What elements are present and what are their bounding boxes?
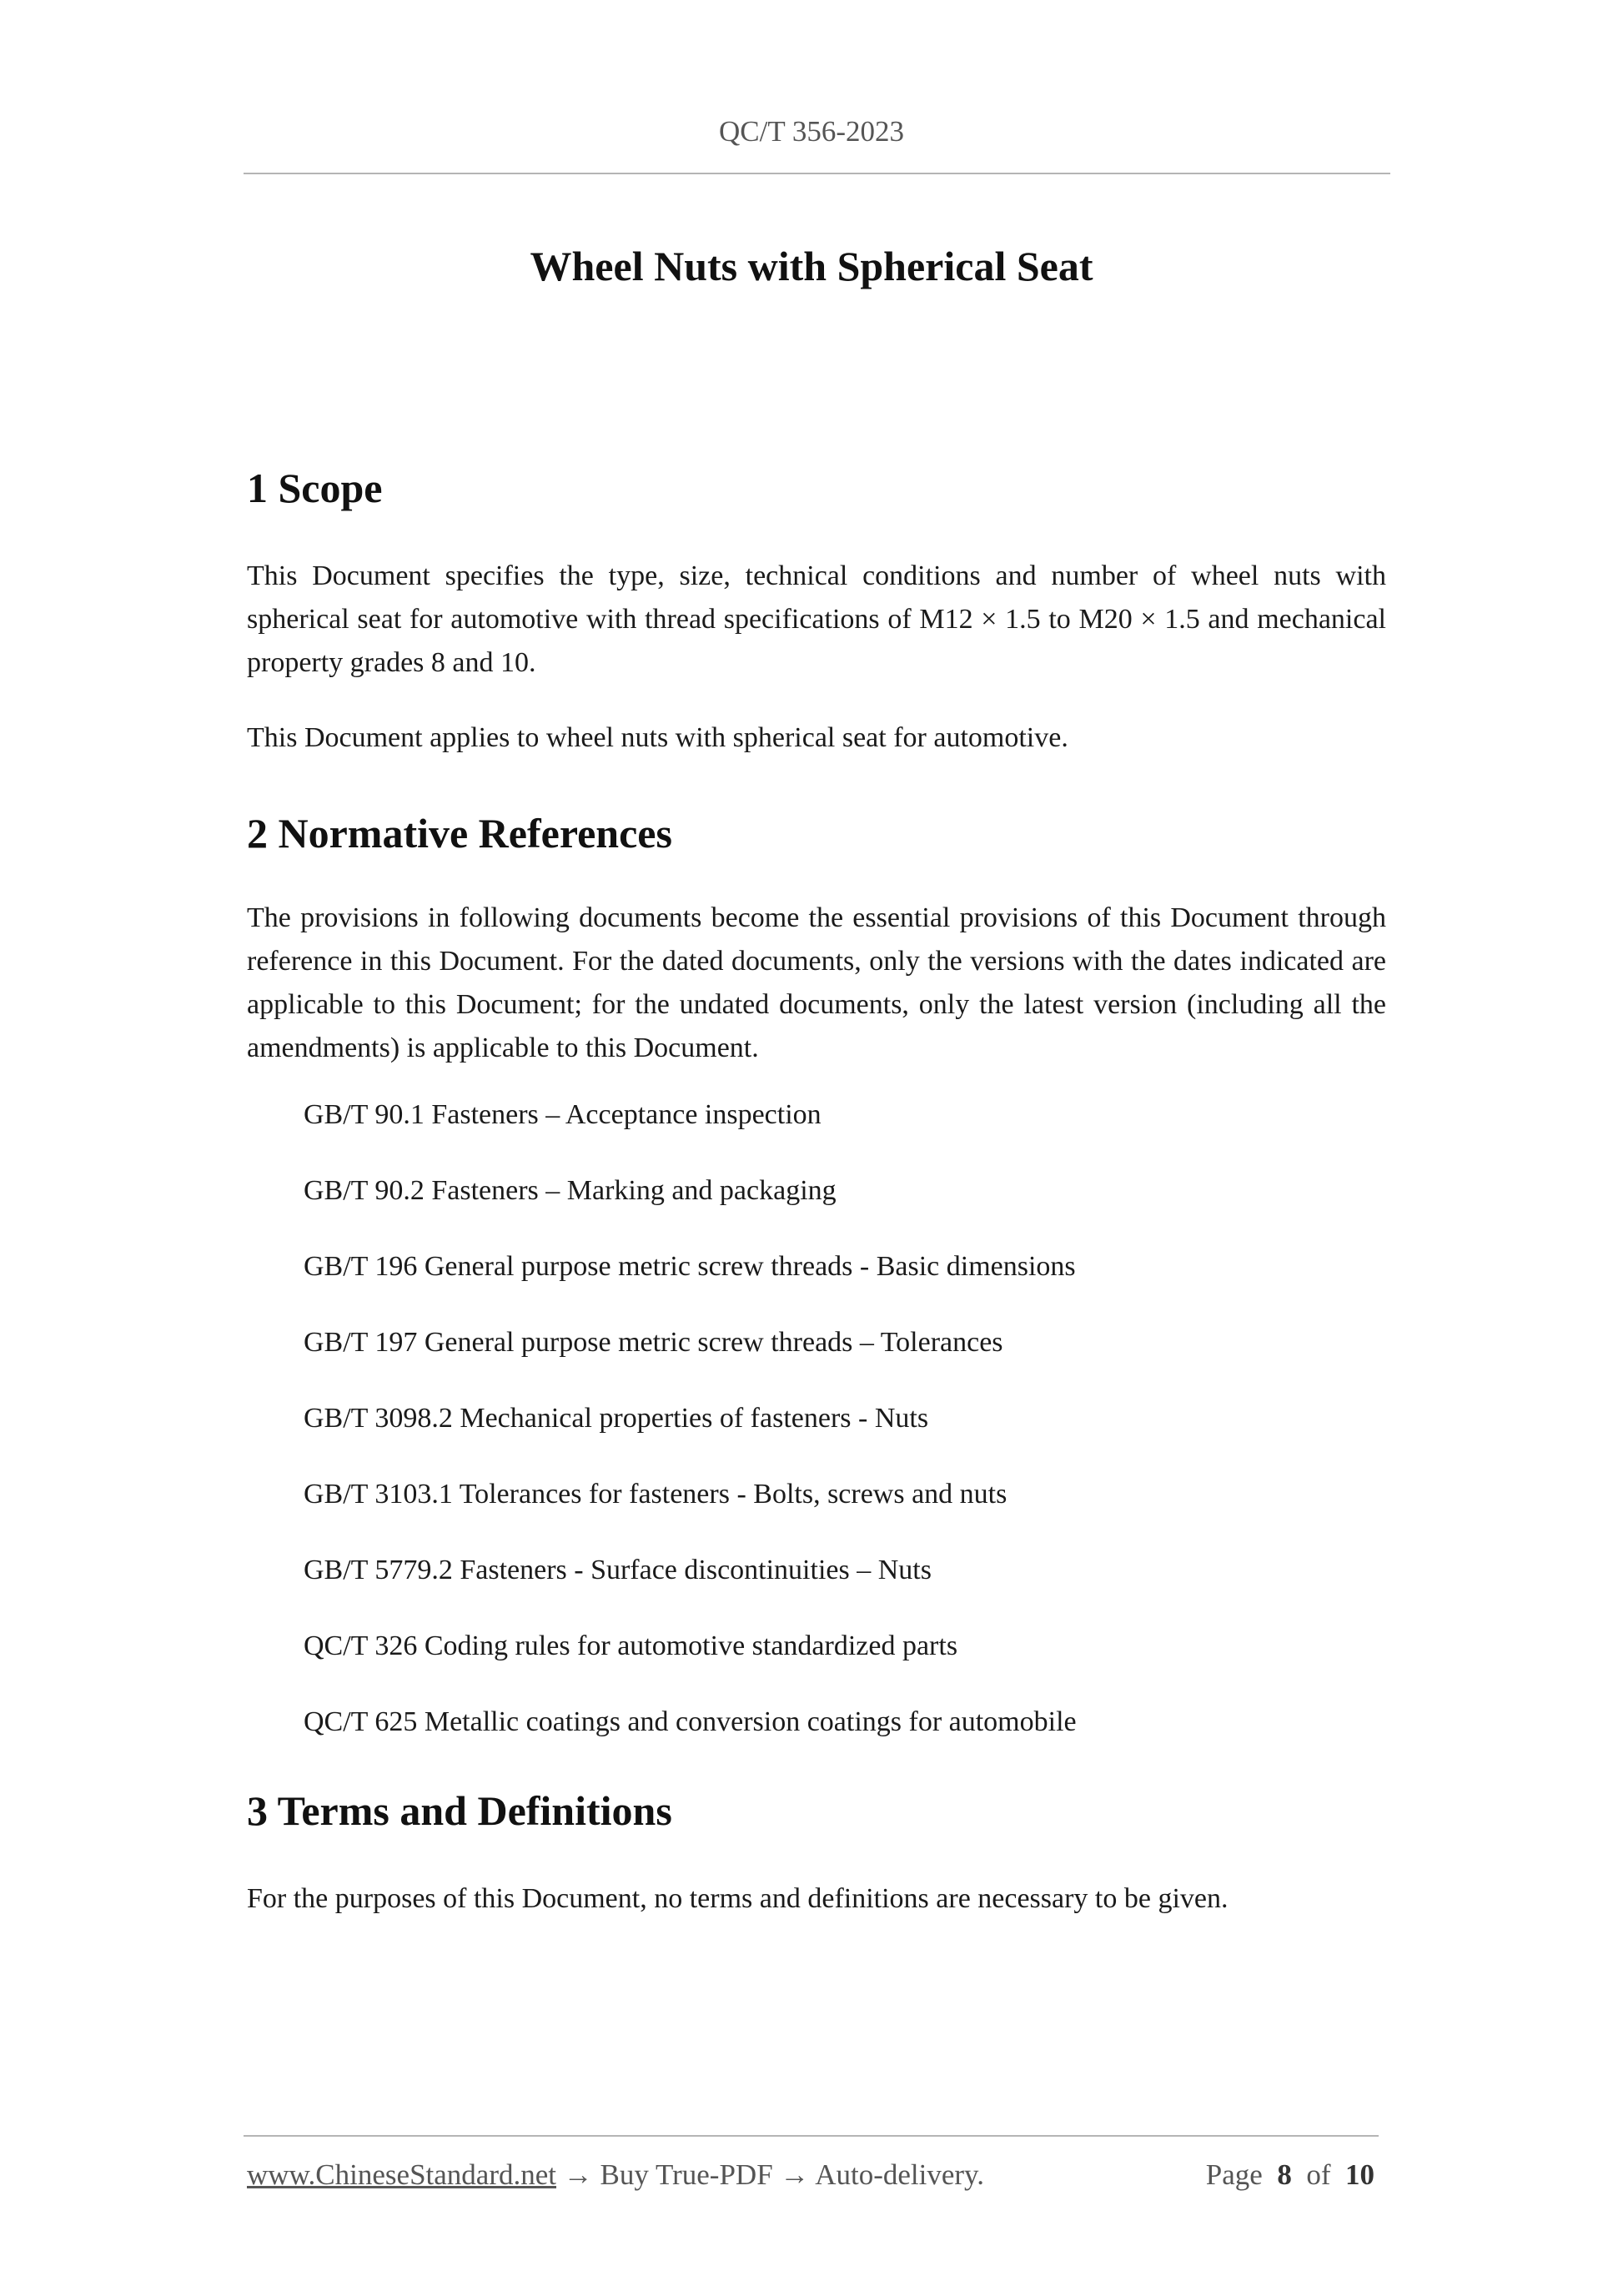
footer-divider bbox=[244, 2135, 1379, 2137]
current-page: 8 bbox=[1277, 2158, 1292, 2191]
reference-item: GB/T 196 General purpose metric screw threads - Basic dimensions bbox=[304, 1251, 1076, 1282]
normative-paragraph-1: The provisions in following documents become the essential provisions of this Document through reference in this Document. For the dated documents, only the versions with the dates indicated are applicable to this Document; for the undated documents, only the latest version (including all the amendments) is applicable to this Document. bbox=[247, 902, 1386, 1063]
reference-item: GB/T 90.1 Fasteners – Acceptance inspection bbox=[304, 1099, 822, 1130]
reference-item: GB/T 5779.2 Fasteners - Surface discontinuities – Nuts bbox=[304, 1555, 932, 1585]
page-of-label: of bbox=[1306, 2158, 1331, 2191]
reference-item: QC/T 326 Coding rules for automotive standardized parts bbox=[304, 1630, 958, 1661]
reference-item: GB/T 197 General purpose metric screw threads – Tolerances bbox=[304, 1327, 1003, 1358]
section-heading-scope: 1 Scope bbox=[247, 465, 383, 511]
reference-item: QC/T 625 Metallic coatings and conversion coatings for automobile bbox=[304, 1706, 1077, 1737]
footer-promo-text: → Buy True-PDF → Auto-delivery. bbox=[556, 2158, 985, 2191]
document-code-header: QC/T 356-2023 bbox=[719, 115, 904, 148]
section-heading-normative-references: 2 Normative References bbox=[247, 810, 672, 857]
document-body bbox=[247, 463, 1386, 1921]
page-number bbox=[1206, 2158, 1374, 2192]
header-divider bbox=[244, 173, 1390, 174]
total-pages: 10 bbox=[1345, 2158, 1374, 2191]
page-label: Page bbox=[1205, 2158, 1263, 2191]
reference-item: GB/T 3103.1 Tolerances for fasteners - Bolts, screws and nuts bbox=[304, 1479, 1007, 1510]
scope-paragraph-1: This Document specifies the type, size, technical conditions and number of wheel nuts with spherical seat for automotive with thread specifications of M12 × 1.5 to M20 × 1.5 and mechanical property grades 8 and 10. bbox=[247, 560, 1386, 678]
page-footer bbox=[247, 2158, 1374, 2192]
website-link[interactable]: www.ChineseStandard.net bbox=[247, 2158, 556, 2191]
scope-paragraph-2: This Document applies to wheel nuts with spherical seat for automotive. bbox=[247, 722, 1068, 753]
document-title: Wheel Nuts with Spherical Seat bbox=[530, 243, 1093, 289]
reference-item: GB/T 3098.2 Mechanical properties of fasteners - Nuts bbox=[304, 1403, 929, 1434]
terms-paragraph-1: For the purposes of this Document, no terms and definitions are necessary to be given. bbox=[247, 1883, 1229, 1914]
footer-promo bbox=[247, 2158, 984, 2192]
reference-item: GB/T 90.2 Fasteners – Marking and packaging bbox=[304, 1175, 837, 1206]
section-heading-terms-definitions: 3 Terms and Definitions bbox=[247, 1787, 672, 1834]
normative-reference-list bbox=[247, 1097, 1386, 1741]
